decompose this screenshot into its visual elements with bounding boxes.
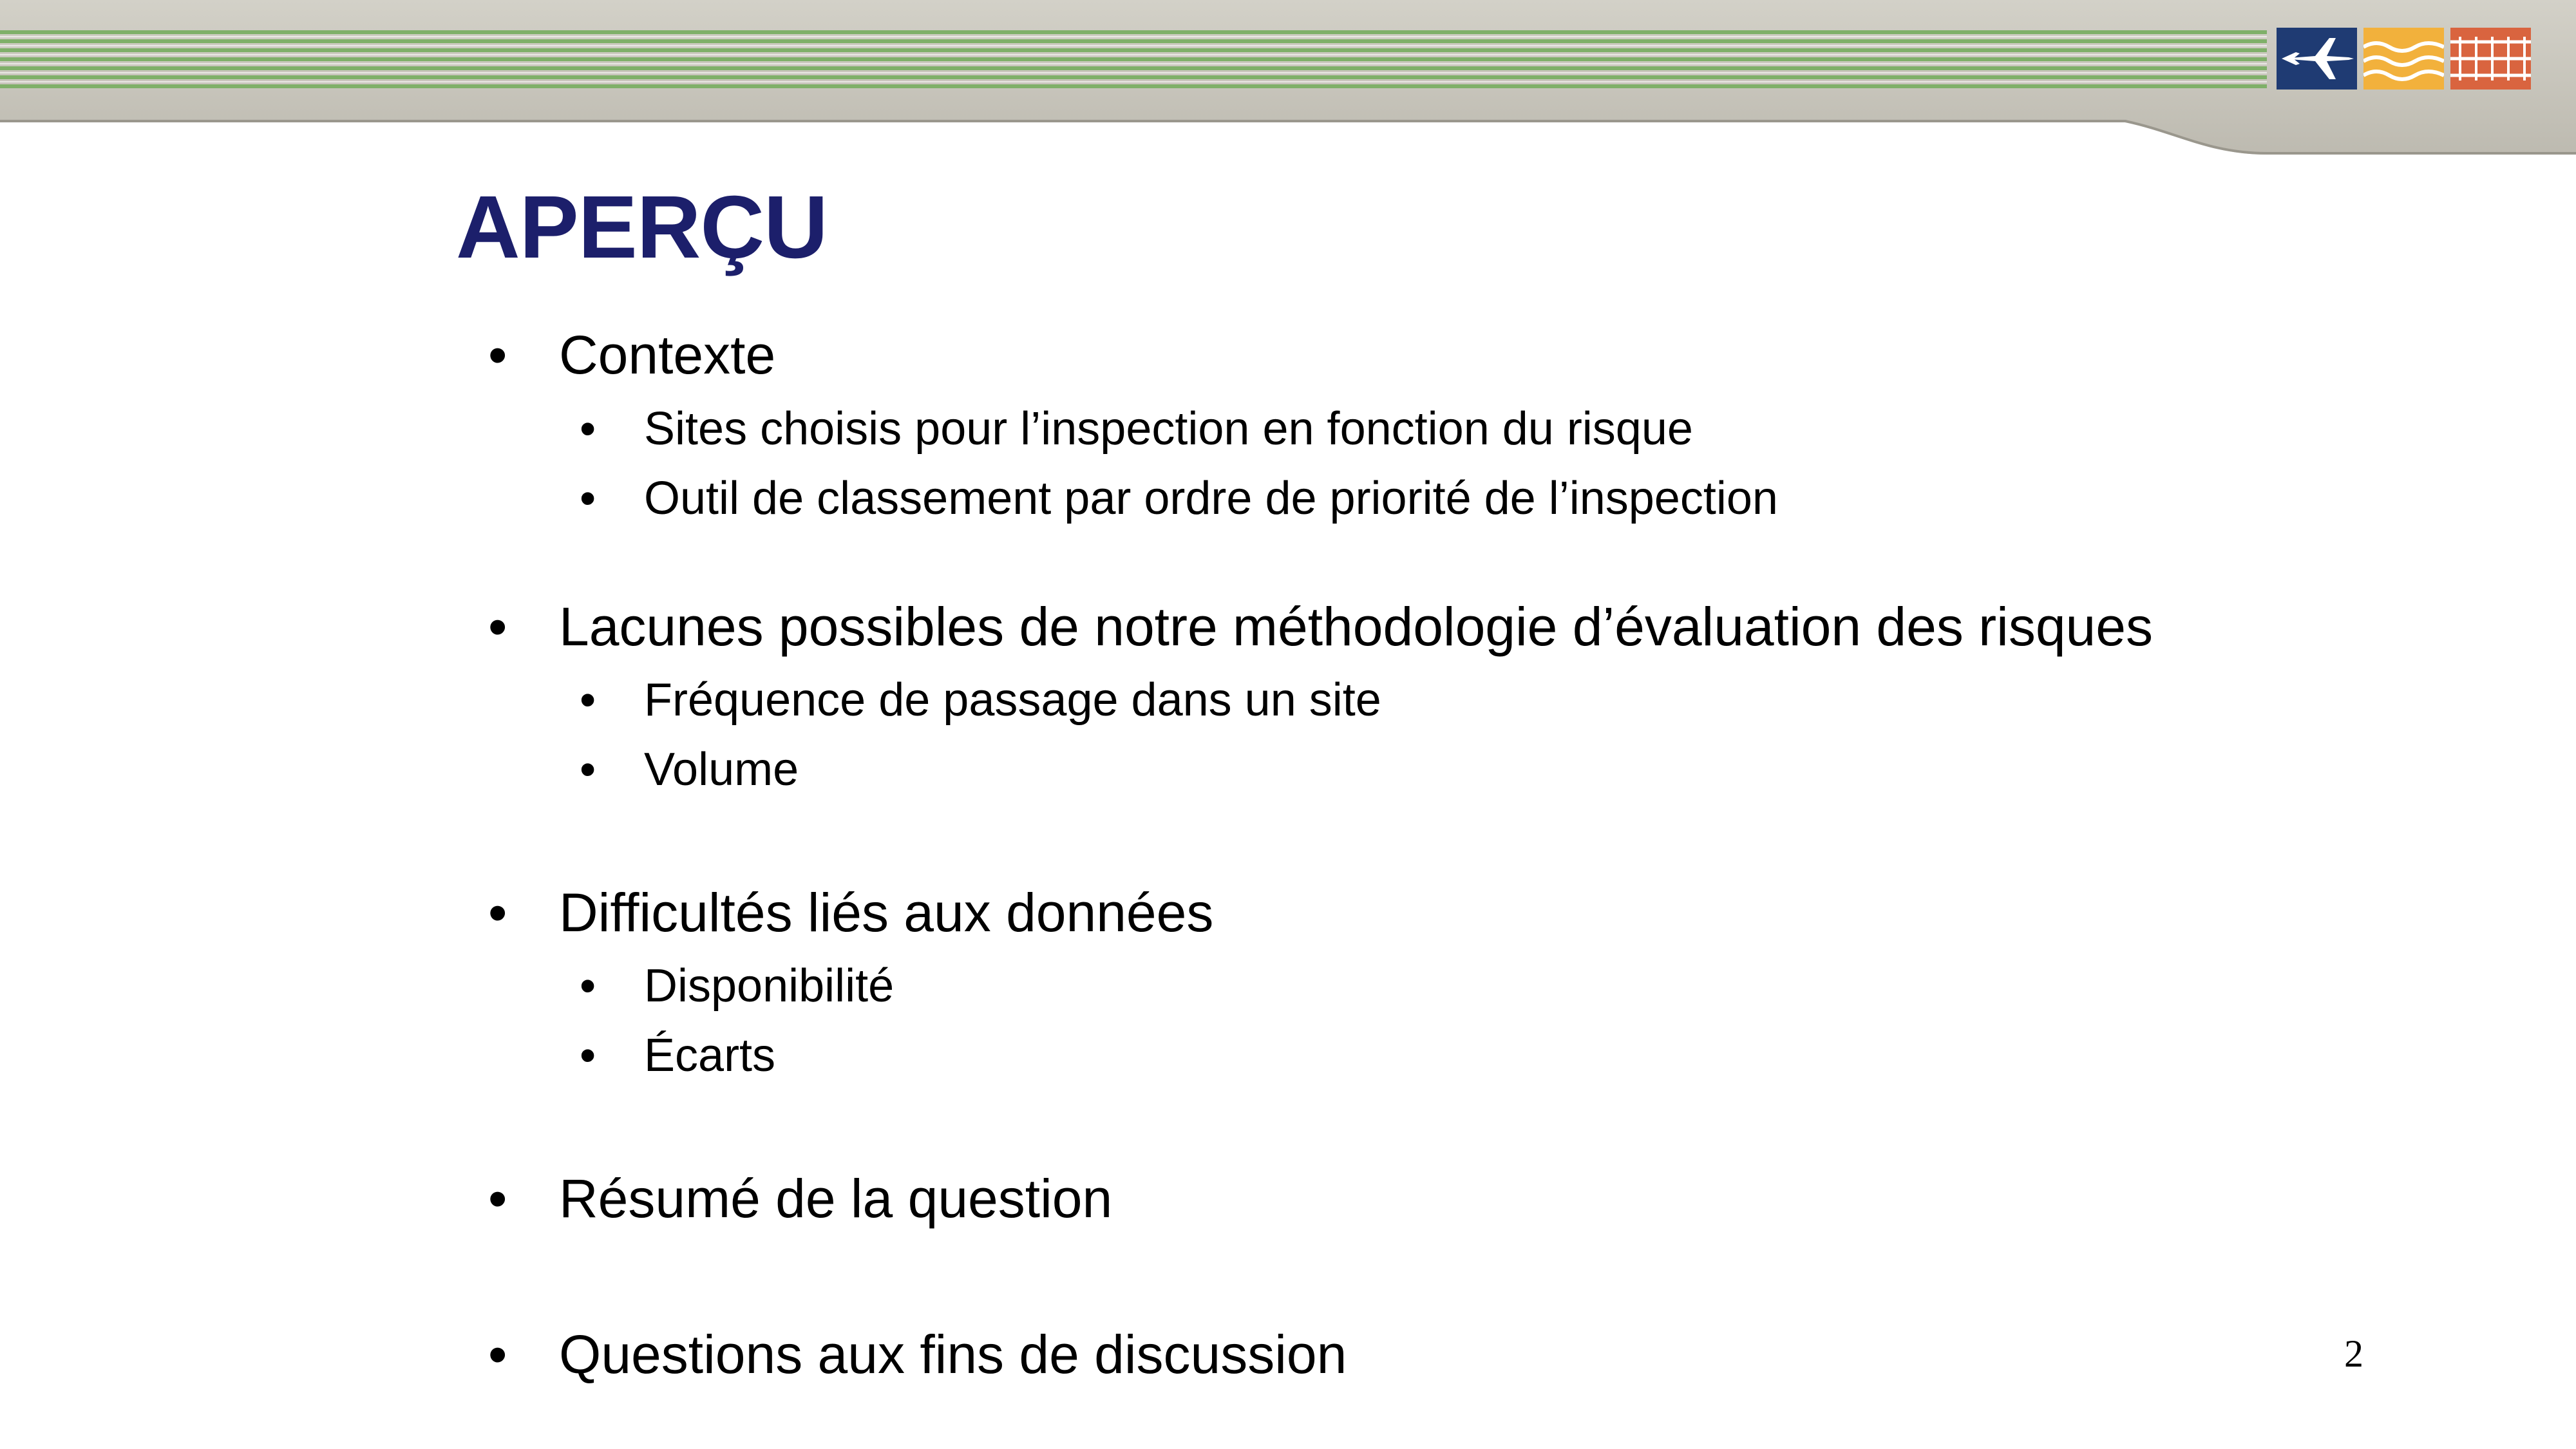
bullet-dot: • — [580, 403, 596, 455]
bullet-dot: • — [580, 1030, 596, 1081]
sub-bullet-item — [580, 743, 799, 797]
page-number: 2 — [2344, 1332, 2363, 1375]
bullet-text: Difficultés liés aux données — [559, 882, 1214, 943]
bullet-dot: • — [488, 325, 507, 385]
bullet-dot: • — [580, 960, 596, 1012]
bullet-dot: • — [488, 1168, 507, 1229]
bullet-text: Contexte — [559, 325, 776, 385]
bullet-text: Résumé de la question — [559, 1168, 1113, 1229]
bullet-text: Questions aux fins de discussion — [559, 1324, 1347, 1385]
slide-title: APERÇU — [456, 178, 828, 277]
sub-bullet-item — [580, 1029, 776, 1083]
sub-bullet-item — [580, 674, 1381, 727]
bullet-dot: • — [488, 596, 507, 657]
bullet-text: Lacunes possibles de notre méthodologie d’évaluation des risques — [559, 596, 2153, 657]
bullet-dot: • — [580, 674, 596, 726]
sub-bullet-text: Sites choisis pour l’inspection en fonction du risque — [644, 403, 1693, 455]
sub-bullet-item — [580, 402, 1693, 456]
sub-bullet-text: Volume — [644, 744, 799, 795]
sub-bullet-item — [580, 960, 895, 1013]
bullet-item — [488, 1168, 1113, 1230]
sub-bullet-text: Écarts — [644, 1030, 776, 1081]
bullet-item — [488, 324, 776, 386]
sub-bullet-text: Disponibilité — [644, 960, 895, 1012]
sub-bullet-text: Outil de classement par ordre de priorité de l’inspection — [644, 473, 1778, 524]
bullet-dot: • — [488, 882, 507, 943]
bullet-dot: • — [580, 473, 596, 524]
bullet-item — [488, 1323, 1347, 1386]
sub-bullet-item — [580, 472, 1778, 526]
bullet-item — [488, 882, 1214, 944]
bullet-dot: • — [488, 1324, 507, 1385]
sub-bullet-text: Fréquence de passage dans un site — [644, 674, 1381, 726]
bullet-dot: • — [580, 744, 596, 795]
bullet-item — [488, 596, 2153, 658]
